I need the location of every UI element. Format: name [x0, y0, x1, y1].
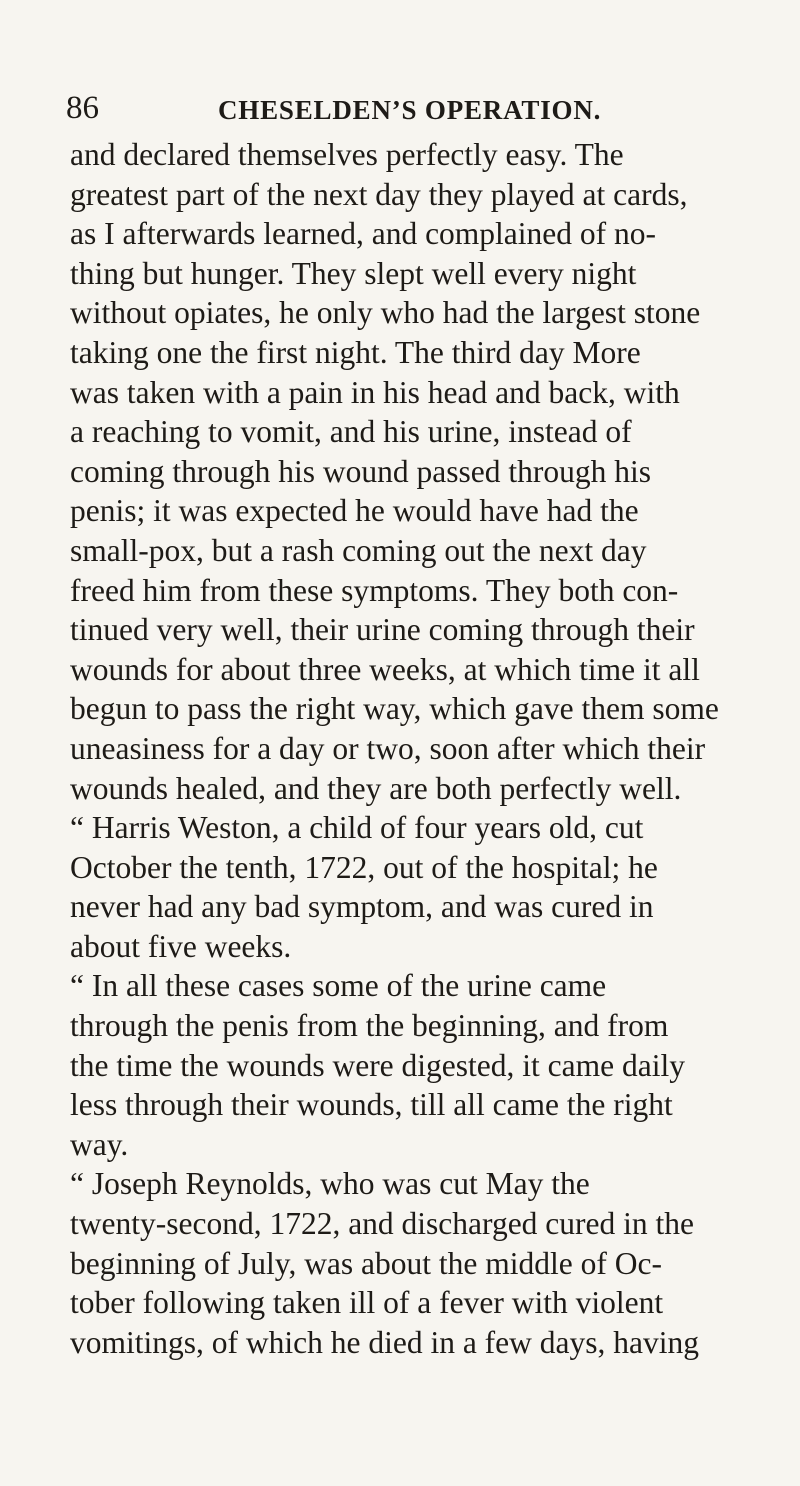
text-line: begun to pass the right way, which gave them some — [70, 691, 719, 727]
text-line: “ Joseph Reynolds, who was cut May the — [70, 1166, 590, 1202]
text-line: greatest part of the next day they played at cards, — [70, 176, 688, 212]
text-line: tinued very well, their urine coming through their — [70, 612, 695, 648]
text-line: wounds for about three weeks, at which time it all — [70, 651, 700, 687]
text-line: “ In all these cases some of the urine came — [70, 968, 607, 1004]
text-line: uneasiness for a day or two, soon after which their — [70, 730, 706, 766]
text-line: through the penis from the beginning, and from — [70, 1008, 669, 1044]
page-header — [66, 88, 766, 128]
text-line: “ Harris Weston, a child of four years old, cut — [70, 810, 644, 846]
text-line: vomitings, of which he died in a few days, having — [70, 1324, 700, 1360]
text-line: freed him from these symptoms. They both con- — [70, 572, 679, 608]
text-line: penis; it was expected he would have had the — [70, 493, 639, 529]
text-line: as I afterwards learned, and complained of no- — [70, 216, 656, 252]
text-line: never had any bad symptom, and was cured in — [70, 889, 654, 925]
text-line: a reaching to vomit, and his urine, instead of — [70, 414, 632, 450]
text-line: tober following taken ill of a fever with violent — [70, 1285, 664, 1321]
text-line: beginning of July, was about the middle of Oc- — [70, 1245, 662, 1281]
text-line: was taken with a pain in his head and back, with — [70, 374, 680, 410]
text-line: twenty-second, 1722, and discharged cured in the — [70, 1206, 694, 1242]
text-line: about five weeks. — [70, 928, 292, 964]
running-head: CHESELDEN’S OPERATION. — [218, 95, 602, 125]
text-line: without opiates, he only who had the largest stone — [70, 295, 701, 331]
text-line: less through their wounds, till all came the right — [70, 1087, 673, 1123]
body-text — [70, 135, 790, 1362]
text-line: coming through his wound passed through his — [70, 453, 651, 489]
text-line: wounds healed, and they are both perfectly well. — [70, 770, 682, 806]
text-line: the time the wounds were digested, it came daily — [70, 1047, 685, 1083]
text-line: taking one the first night. The third day More — [70, 334, 641, 370]
page-number: 86 — [66, 90, 99, 126]
text-line: October the tenth, 1722, out of the hospital; he — [70, 849, 658, 885]
text-line: small-pox, but a rash coming out the next day — [70, 532, 647, 568]
text-line: and declared themselves perfectly easy. The — [70, 137, 624, 172]
text-line: way. — [70, 1126, 129, 1162]
text-line: thing but hunger. They slept well every night — [70, 255, 637, 291]
